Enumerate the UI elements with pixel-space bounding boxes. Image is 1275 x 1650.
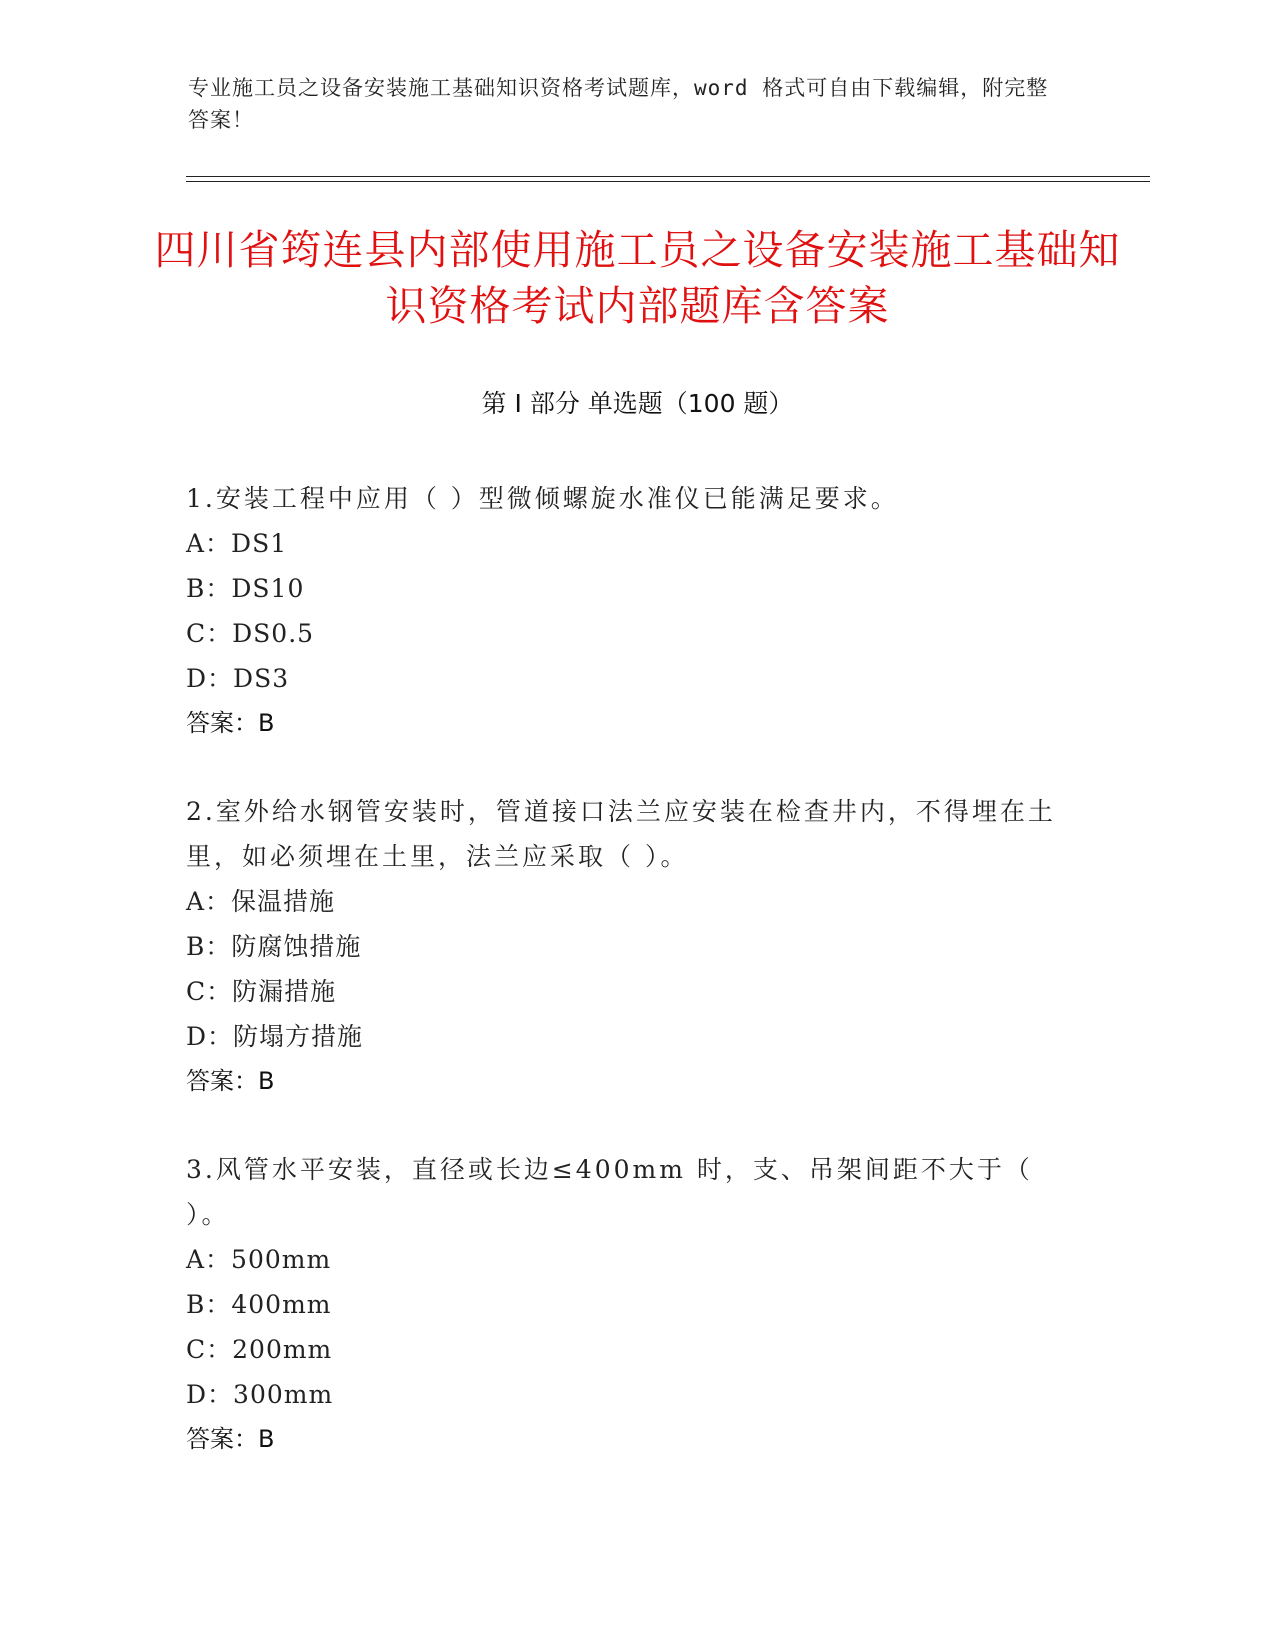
question-3 bbox=[186, 1147, 1066, 1462]
option-d: D：防塌方措施 bbox=[186, 1022, 364, 1051]
answer-line: 答案：B bbox=[186, 1067, 275, 1095]
question-2 bbox=[186, 789, 1066, 1104]
option-a: A：DS1 bbox=[186, 529, 288, 558]
header-divider bbox=[186, 176, 1150, 177]
option-b: B：DS10 bbox=[186, 574, 305, 603]
option-a: A：500mm bbox=[186, 1245, 332, 1274]
document-title: 四川省筠连县内部使用施工员之设备安装施工基础知识资格考试内部题库含答案 bbox=[154, 226, 1121, 330]
answer-line: 答案：B bbox=[186, 1425, 275, 1453]
section-heading: 第 I 部分 单选题（100 题） bbox=[481, 389, 794, 418]
header-divider-secondary bbox=[186, 181, 1150, 182]
answer-line: 答案：B bbox=[186, 709, 275, 737]
option-c: C：200mm bbox=[186, 1335, 333, 1364]
question-stem: 1.安装工程中应用（ ）型微倾螺旋水准仪已能满足要求。 bbox=[186, 484, 899, 513]
question-stem: 2.室外给水钢管安装时，管道接口法兰应安装在检查井内，不得埋在土里，如必须埋在土里，法兰应采取（ ）。 bbox=[186, 797, 1056, 871]
option-d: D：DS3 bbox=[186, 664, 290, 693]
question-list bbox=[186, 476, 1066, 1505]
question-stem: 3.风管水平安装，直径或长边≤400mm 时，支、吊架间距不大于（ ）。 bbox=[186, 1155, 1033, 1229]
option-b: B：防腐蚀措施 bbox=[186, 932, 362, 961]
header-note: 专业施工员之设备安装施工基础知识资格考试题库，word 格式可自由下载编辑，附完整答案！ bbox=[188, 76, 1049, 132]
option-b: B：400mm bbox=[186, 1290, 332, 1319]
option-c: C：DS0.5 bbox=[186, 619, 315, 648]
question-1 bbox=[186, 476, 1066, 746]
option-a: A：保温措施 bbox=[186, 887, 336, 916]
option-d: D：300mm bbox=[186, 1380, 334, 1409]
option-c: C：防漏措施 bbox=[186, 977, 337, 1006]
